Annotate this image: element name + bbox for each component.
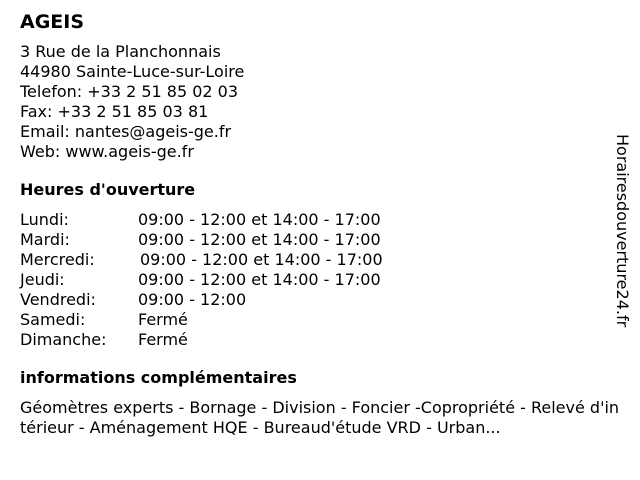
phone-line: Telefon: +33 2 51 85 02 03 <box>20 82 239 101</box>
opening-hours-title: Heures d'ouverture <box>20 180 196 199</box>
day-hours: 09:00 - 12:00 <box>138 290 247 309</box>
address-line-2: 44980 Sainte-Luce-sur-Loire <box>20 62 245 81</box>
day-hours: 09:00 - 12:00 et 14:00 - 17:00 <box>138 230 381 249</box>
email-line: Email: nantes@ageis-ge.fr <box>20 122 232 141</box>
day-label: Jeudi: <box>20 270 65 289</box>
fax-line: Fax: +33 2 51 85 03 81 <box>20 102 209 121</box>
day-label: Mardi: <box>20 230 70 249</box>
hours-row-dimanche <box>20 330 620 350</box>
address-line-1: 3 Rue de la Planchonnais <box>20 42 221 61</box>
hours-row-mercredi <box>20 250 620 270</box>
hours-row-mardi <box>20 230 620 250</box>
contact-block <box>20 42 620 162</box>
day-label: Dimanche: <box>20 330 107 349</box>
day-label: Lundi: <box>20 210 69 229</box>
side-brand-watermark: Horairesdouverture24.fr <box>613 134 632 328</box>
web-line: Web: www.ageis-ge.fr <box>20 142 194 161</box>
day-hours: Fermé <box>138 330 188 349</box>
hours-row-samedi <box>20 310 620 330</box>
day-label: Vendredi: <box>20 290 96 309</box>
business-card <box>20 10 620 438</box>
day-label: Mercredi: <box>20 250 95 269</box>
day-hours: Fermé <box>138 310 188 329</box>
additional-info-text: Géomètres experts - Bornage - Division - Foncier -Copropriété - Relevé d'intérieur - Aménagement HQE - Bureaud'étude VRD - Urban... <box>20 398 620 437</box>
hours-row-jeudi <box>20 270 620 290</box>
opening-hours-list <box>20 210 620 350</box>
day-hours: 09:00 - 12:00 et 14:00 - 17:00 <box>140 250 383 269</box>
hours-row-vendredi <box>20 290 620 310</box>
business-name: AGEIS <box>20 11 85 33</box>
hours-row-lundi <box>20 210 620 230</box>
day-hours: 09:00 - 12:00 et 14:00 - 17:00 <box>138 270 381 289</box>
additional-info-title: informations complémentaires <box>20 368 297 387</box>
day-label: Samedi: <box>20 310 86 329</box>
day-hours: 09:00 - 12:00 et 14:00 - 17:00 <box>138 210 381 229</box>
